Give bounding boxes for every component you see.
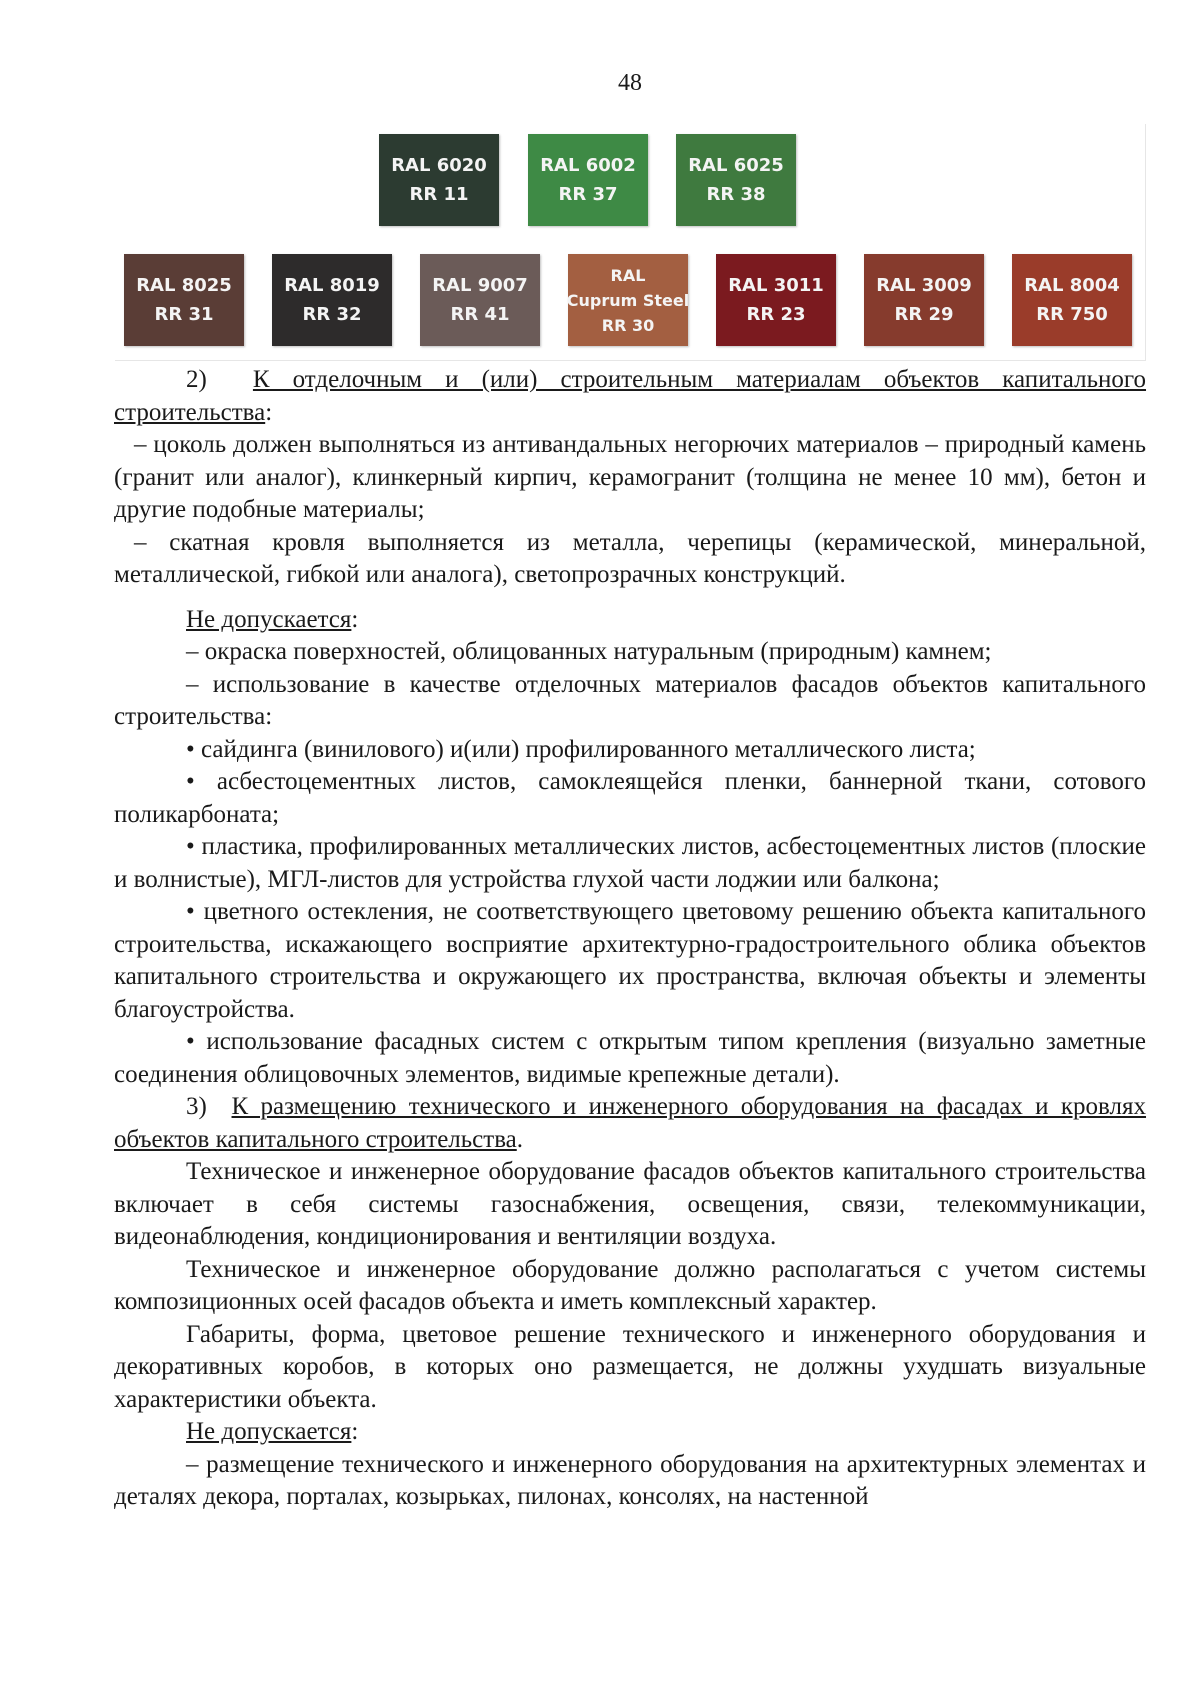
swatch-label: RAL 8004 <box>1024 275 1120 296</box>
color-swatch <box>528 134 648 226</box>
swatch-code: RR 31 <box>154 304 214 325</box>
swatch-label: RAL 3009 <box>876 275 972 296</box>
swatch-code: RR 29 <box>894 304 954 325</box>
swatch-label: RAL 6002 <box>540 155 636 176</box>
section-title: К отделочным и (или) строительным материалам объектов капитального строительства <box>114 366 1147 426</box>
swatch-code: RR 30 <box>601 315 655 335</box>
swatch-code: RR 37 <box>558 184 618 205</box>
swatch-label: RAL 8025 <box>136 275 232 296</box>
swatch-label: RAL 6025 <box>688 155 784 176</box>
prohibition-item: – окраска поверхностей, облицованных натуральным (природным) камнем; <box>186 638 992 665</box>
not-allowed-label: Не допускается <box>186 1418 352 1445</box>
bullet-item: • цветного остекления, не соответствующего цветовому решению объекта капитального строительства, искажающего восприятие архитектурно-градостроительного облика объектов капитального строительства и окружающего их пространства, включая объекты и элементы благоустройства. <box>114 898 1146 1023</box>
section-number: 3) <box>186 1093 207 1120</box>
requirement-item: – цоколь должен выполняться из антивандальных негорючих материалов – природный камень (гранит или аналог), клинкерный кирпич, керамогранит (толщина не менее 10 мм), бетон и другие подобные материалы; <box>114 431 1146 523</box>
swatch-code: RR 23 <box>746 304 806 325</box>
swatch-code: RR 11 <box>409 184 469 205</box>
swatch-label: RAL 3011 <box>728 275 824 296</box>
swatch-code: RR 41 <box>450 304 510 325</box>
color-swatch <box>864 254 984 346</box>
requirement-item: – скатная кровля выполняется из металла, черепицы (керамической, минеральной, металлической, гибкой или аналога), светопрозрачных конструкций. <box>114 528 1146 588</box>
document-body <box>114 364 1146 1514</box>
bullet-item: • использование фасадных систем с открытым типом крепления (визуально заметные соединения облицовочных элементов, видимые крепежные детали). <box>114 1028 1146 1088</box>
punctuation: : <box>265 398 273 426</box>
section-heading <box>114 364 1146 429</box>
bullet-item: • асбестоцементных листов, самоклеящейся пленки, баннерной ткани, сотового поликарбоната; <box>114 768 1146 828</box>
prohibition-item: – размещение технического и инженерного оборудования на архитектурных элементах и деталях декора, порталах, козырьках, пилонах, консолях, на настенной <box>114 1450 1146 1510</box>
punctuation: . <box>516 1125 524 1153</box>
color-swatch <box>568 254 688 346</box>
color-swatch <box>379 134 499 226</box>
page-number: 48 <box>618 70 642 96</box>
swatch-code: RR 38 <box>706 184 766 205</box>
section-title: К размещению технического и инженерного оборудования на фасадах и кровлях объектов капитального строительства <box>114 1093 1147 1153</box>
color-swatch <box>272 254 392 346</box>
swatch-code: RR 32 <box>302 304 362 325</box>
color-swatch-panel <box>115 124 1146 361</box>
swatch-label: Cuprum Steel <box>566 290 690 310</box>
swatch-label: RAL 9007 <box>432 275 528 296</box>
bullet-item: • пластика, профилированных металлических листов, асбестоцементных листов (плоские и волнистые), МГЛ-листов для устройства глухой части лоджии или балкона; <box>114 833 1146 893</box>
section-heading <box>114 1091 1146 1156</box>
swatch-label: RAL 8019 <box>284 275 380 296</box>
bullet-item: • сайдинга (винилового) и(или) профилированного металлического листа; <box>186 735 976 763</box>
paragraph: Техническое и инженерное оборудование фасадов объектов капитального строительства включает в себя системы газоснабжения, освещения, связи, телекоммуникации, видеонаблюдения, кондиционирования и вентиляции воздуха. <box>114 1158 1146 1250</box>
paragraph: Габариты, форма, цветовое решение технического и инженерного оборудования и декоративных коробов, в которых оно размещается, не должны ухудшать визуальные характеристики объекта. <box>114 1320 1146 1413</box>
color-swatch <box>420 254 540 346</box>
section-number: 2) <box>186 366 207 393</box>
swatch-label: RAL 6020 <box>391 155 487 176</box>
prohibition-item: – использование в качестве отделочных материалов фасадов объектов капитального строительства: <box>114 670 1146 730</box>
color-swatch <box>1012 254 1132 346</box>
not-allowed-heading: Не допускается: <box>186 605 359 633</box>
paragraph: Техническое и инженерное оборудование должно располагаться с учетом системы композиционных осей фасадов объекта и иметь комплексный характер. <box>114 1255 1146 1315</box>
not-allowed-label: Не допускается <box>186 605 352 633</box>
color-swatch <box>676 134 796 226</box>
color-swatch <box>124 254 244 346</box>
not-allowed-heading: Не допускается: <box>186 1418 359 1445</box>
color-swatch <box>716 254 836 346</box>
swatch-code: RR 750 <box>1036 304 1108 325</box>
swatch-label: RAL <box>610 265 646 285</box>
